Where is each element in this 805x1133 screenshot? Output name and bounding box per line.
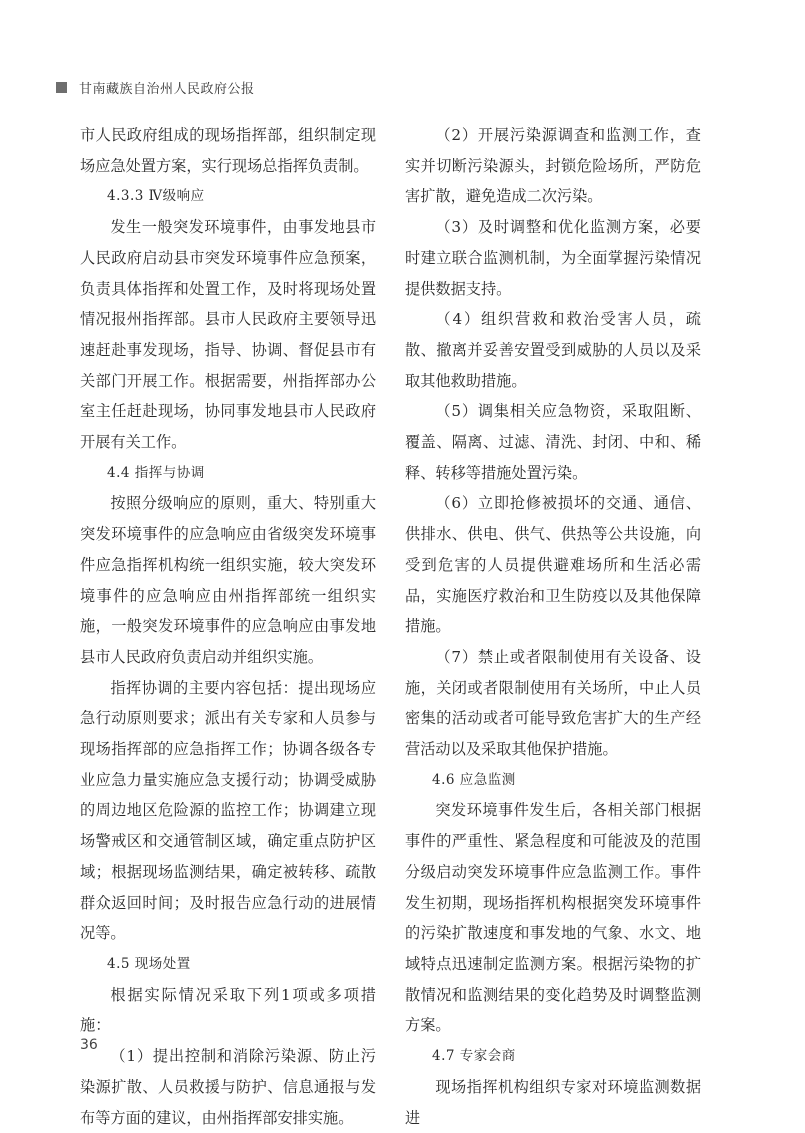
section-heading: 4.6 应急监测 [432,771,516,788]
paragraph: 根据实际情况采取下列1项或多项措施： [80,985,376,1035]
left-column [80,120,376,1133]
section-heading: 4.3.3 Ⅳ级响应 [107,188,205,205]
section-heading: 4.5 现场处置 [107,955,191,972]
right-column [405,120,701,1133]
paragraph: 按照分级响应的原则，重大、特别重大突发环境事件的应急响应由省级突发环境事件应急指挥机构统一组织实施，较大突发环境事件的应急响应由州指挥部统一组织实施，一般突发环境事件的应急响应由事发地县市人民政府负责启动并组织实施。 [80,494,376,666]
paragraph: （4）组织营救和救治受害人员，疏散、撤离并妥善安置受到威胁的人员以及采取其他救助措施。 [405,310,701,390]
section-heading: 4.4 指挥与协调 [107,464,205,481]
header-square-icon [56,82,67,93]
paragraph: （7）禁止或者限制使用有关设备、设施，关闭或者限制使用有关场所，中止人员密集的活动或者可能导致危害扩大的生产经营活动以及采取其他保护措施。 [405,647,701,759]
paragraph: （2）开展污染源调查和监测工作，查实并切断污染源头，封锁危险场所，严防危害扩散，避免造成二次污染。 [405,126,701,206]
paragraph: （1）提出控制和消除污染源、防止污染源扩散、人员救援与防护、信息通报与发布等方面的建议，由州指挥部安排实施。 [80,1047,376,1127]
section-heading: 4.7 专家会商 [432,1048,516,1065]
paragraph: 现场指挥机构组织专家对环境监测数据进 [405,1077,701,1127]
paragraph: 突发环境事件发生后，各相关部门根据事件的严重性、紧急程度和可能波及的范围分级启动突发环境事件应急监测工作。事件发生初期，现场指挥机构根据突发环境事件的污染扩散速度和事发地的气象、水文、地域特点迅速制定监测方案。根据污染物的扩散情况和监测结果的变化趋势及时调整监测方案。 [405,801,701,1035]
page-header [56,78,255,97]
paragraph: 发生一般突发环境事件，由事发地县市人民政府启动县市突发环境事件应急预案，负责具体指挥和处置工作，及时将现场处置情况报州指挥部。县市人民政府主要领导迅速赶赴事发现场，指导、协调、督促县市有关部门开展工作。根据需要，州指挥部办公室主任赶赴现场，协同事发地县市人民政府开展有关工作。 [80,218,376,452]
paragraph: （6）立即抢修被损坏的交通、通信、供排水、供电、供气、供热等公共设施，向受到危害的人员提供避难场所和生活必需品，实施医疗救治和卫生防疫以及其他保障措施。 [405,494,701,636]
paragraph: 指挥协调的主要内容包括：提出现场应急行动原则要求；派出有关专家和人员参与现场指挥部的应急指挥工作；协调各级各专业应急力量实施应急支援行动；协调受威胁的周边地区危险源的监控工作；协调建立现场警戒区和交通管制区域，确定重点防护区域；根据现场监测结果，确定被转移、疏散群众返回时间；及时报告应急行动的进展情况等。 [80,678,376,943]
page-number: 36 [80,1037,98,1053]
paragraph: （3）及时调整和优化监测方案，必要时建立联合监测机制，为全面掌握污染情况提供数据支持。 [405,218,701,298]
paragraph: （5）调集相关应急物资，采取阻断、覆盖、隔离、过滤、清洗、封闭、中和、稀释、转移等措施处置污染。 [405,402,701,482]
header-title: 甘南藏族自治州人民政府公报 [79,82,255,97]
paragraph: 市人民政府组成的现场指挥部，组织制定现场应急处置方案，实行现场总指挥负责制。 [80,126,376,175]
